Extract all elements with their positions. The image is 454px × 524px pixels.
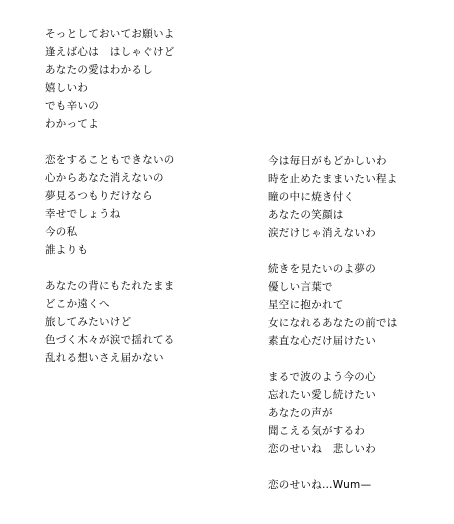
lyric-line: 涙だけじゃ消えないわ xyxy=(268,227,376,239)
lyric-line: 聞こえる気がするわ xyxy=(268,425,366,437)
lyric-line: あなたの声が xyxy=(268,407,333,419)
lyric-line: 忘れたい愛し続けたい xyxy=(268,389,376,401)
lyric-line: あなたの笑顔は xyxy=(268,209,344,221)
lyric-line: 続きを見たいのよ夢の xyxy=(268,263,376,275)
lyric-line: 瞳の中に焼き付く xyxy=(268,191,355,203)
lyric-line: 恋をすることもできないの xyxy=(45,154,175,166)
lyric-line: あなたの背にもたれたまま xyxy=(45,280,175,292)
lyric-line: 恋のせいね…Wum— xyxy=(268,479,372,491)
lyric-line: 逢えば心は はしゃぐけど xyxy=(45,46,175,58)
lyric-line: 心からあなた消えないの xyxy=(45,172,164,184)
lyric-line: そっとしておいてお願いよ xyxy=(45,28,175,40)
stanza xyxy=(268,152,448,242)
lyric-line: 誰よりも xyxy=(45,244,89,256)
lyric-line: あなたの愛はわかるし xyxy=(45,64,153,76)
lyric-line: 乱れる想いさえ届かない xyxy=(45,352,164,364)
stanza xyxy=(268,260,448,350)
lyric-line: 嬉しいわ xyxy=(45,82,89,94)
lyric-line: 時を止めたままいたい程よ xyxy=(268,173,398,185)
lyric-line: 幸せでしょうね xyxy=(45,208,121,220)
lyric-line: 星空に抱かれて xyxy=(268,299,344,311)
lyric-line: 夢見るつもりだけなら xyxy=(45,190,153,202)
stanza xyxy=(45,277,245,367)
lyric-line: まるで波のよう今の心 xyxy=(268,371,376,383)
stanza xyxy=(45,25,245,133)
lyric-line: わかってよ xyxy=(45,118,99,130)
lyrics-right-column xyxy=(268,152,448,512)
lyric-line: 色づく木々が涙で揺れてる xyxy=(45,334,175,346)
lyric-line: でも辛いの xyxy=(45,100,99,112)
lyric-line: 素直な心だけ届けたい xyxy=(268,335,376,347)
lyric-line: 恋のせいね 悲しいわ xyxy=(268,443,376,455)
lyrics-left-column xyxy=(45,25,245,385)
stanza xyxy=(45,151,245,259)
lyric-line: 女になれるあなたの前では xyxy=(268,317,398,329)
lyric-line: 旅してみたいけど xyxy=(45,316,132,328)
lyric-line: どこか遠くへ xyxy=(45,298,110,310)
lyric-line: 今は毎日がもどかしいわ xyxy=(268,155,387,167)
lyric-line: 優しい言葉で xyxy=(268,281,333,293)
stanza xyxy=(268,476,448,494)
stanza xyxy=(268,368,448,458)
lyric-line: 今の私 xyxy=(45,226,78,238)
